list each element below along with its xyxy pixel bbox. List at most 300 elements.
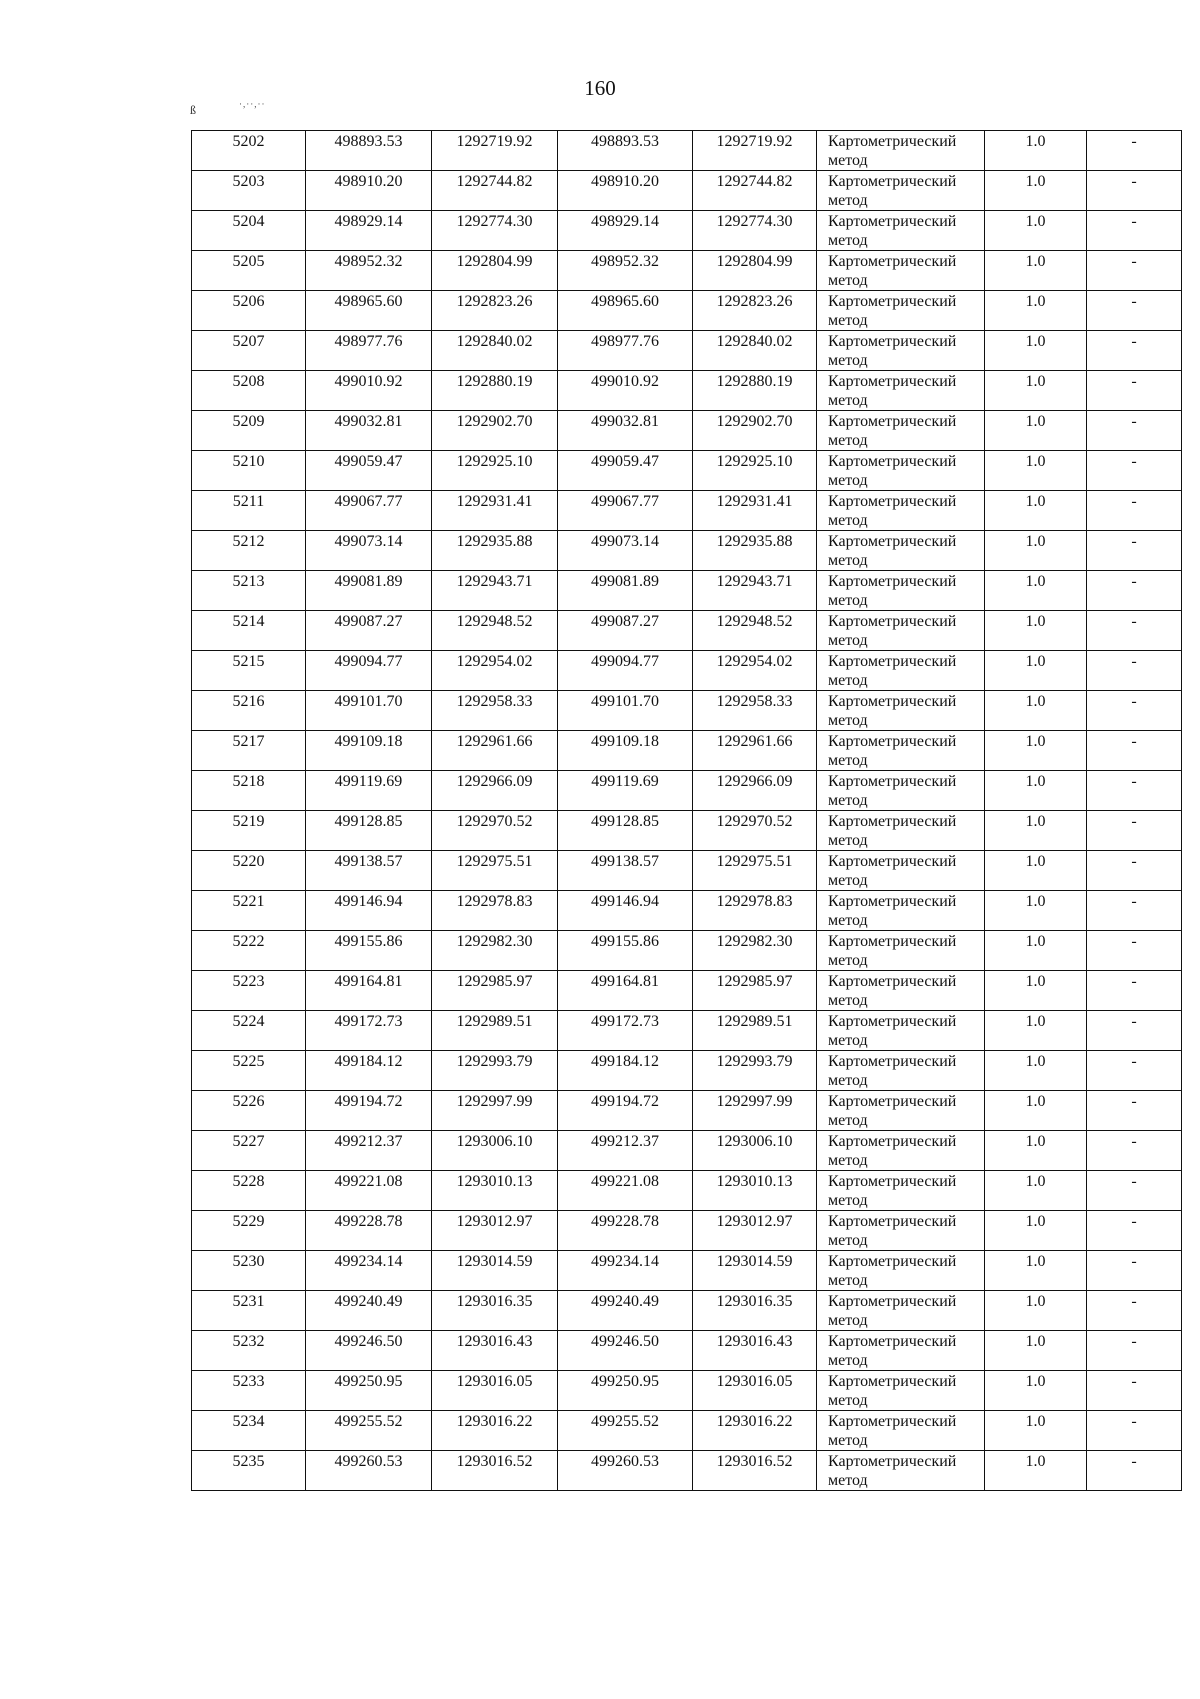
method-line-1: Картометрический — [828, 1453, 957, 1470]
y-existing-cell: 1292997.99 — [432, 1091, 558, 1131]
note-cell: - — [1087, 491, 1182, 531]
y-new-cell: 1292931.41 — [693, 491, 817, 531]
method-line-1: Картометрический — [828, 253, 957, 270]
table-row — [192, 1411, 1182, 1451]
point-number-cell: 5231 — [192, 1291, 306, 1331]
y-existing-cell: 1293016.52 — [432, 1451, 558, 1491]
y-existing-cell: 1292931.41 — [432, 491, 558, 531]
x-new-cell: 498965.60 — [558, 291, 693, 331]
y-existing-cell: 1292902.70 — [432, 411, 558, 451]
x-new-cell: 499073.14 — [558, 531, 693, 571]
y-existing-cell: 1292966.09 — [432, 771, 558, 811]
method-line-1: Картометрический — [828, 653, 957, 670]
table-row — [192, 891, 1182, 931]
x-new-cell: 499250.95 — [558, 1371, 693, 1411]
x-new-cell: 499246.50 — [558, 1331, 693, 1371]
method-line-2: метод — [828, 472, 868, 489]
accuracy-cell: 1.0 — [985, 131, 1087, 171]
method-line-2: метод — [828, 552, 868, 569]
x-new-cell: 499094.77 — [558, 651, 693, 691]
note-cell: - — [1087, 331, 1182, 371]
method-cell — [817, 171, 985, 211]
method-line-1: Картометрический — [828, 1333, 957, 1350]
y-new-cell: 1292978.83 — [693, 891, 817, 931]
note-cell: - — [1087, 531, 1182, 571]
table-row — [192, 1131, 1182, 1171]
table-row — [192, 1011, 1182, 1051]
method-line-1: Картометрический — [828, 733, 957, 750]
table-row — [192, 291, 1182, 331]
method-line-2: метод — [828, 392, 868, 409]
point-number-cell: 5206 — [192, 291, 306, 331]
note-cell: - — [1087, 611, 1182, 651]
method-cell — [817, 1411, 985, 1451]
table-row — [192, 731, 1182, 771]
y-existing-cell: 1292954.02 — [432, 651, 558, 691]
method-line-2: метод — [828, 872, 868, 889]
y-new-cell: 1293016.35 — [693, 1291, 817, 1331]
method-line-2: метод — [828, 952, 868, 969]
table-row — [192, 571, 1182, 611]
x-new-cell: 499087.27 — [558, 611, 693, 651]
note-cell: - — [1087, 371, 1182, 411]
y-existing-cell: 1293012.97 — [432, 1211, 558, 1251]
table-body — [192, 131, 1182, 1491]
y-existing-cell: 1292880.19 — [432, 371, 558, 411]
method-line-1: Картометрический — [828, 613, 957, 630]
method-cell — [817, 771, 985, 811]
point-number-cell: 5229 — [192, 1211, 306, 1251]
y-new-cell: 1293012.97 — [693, 1211, 817, 1251]
accuracy-cell: 1.0 — [985, 931, 1087, 971]
point-number-cell: 5209 — [192, 411, 306, 451]
y-existing-cell: 1292961.66 — [432, 731, 558, 771]
method-line-2: метод — [828, 1312, 868, 1329]
note-cell: - — [1087, 731, 1182, 771]
accuracy-cell: 1.0 — [985, 211, 1087, 251]
accuracy-cell: 1.0 — [985, 651, 1087, 691]
method-cell — [817, 451, 985, 491]
method-line-2: метод — [828, 632, 868, 649]
method-line-2: метод — [828, 1472, 868, 1489]
accuracy-cell: 1.0 — [985, 1211, 1087, 1251]
coordinates-table — [191, 130, 1182, 1491]
note-cell: - — [1087, 291, 1182, 331]
table-row — [192, 131, 1182, 171]
point-number-cell: 5202 — [192, 131, 306, 171]
method-line-2: метод — [828, 1392, 868, 1409]
x-new-cell: 499081.89 — [558, 571, 693, 611]
x-new-cell: 499212.37 — [558, 1131, 693, 1171]
x-existing-cell: 498977.76 — [306, 331, 432, 371]
method-line-1: Картометрический — [828, 853, 957, 870]
x-existing-cell: 499073.14 — [306, 531, 432, 571]
method-line-2: метод — [828, 432, 868, 449]
y-new-cell: 1292958.33 — [693, 691, 817, 731]
y-existing-cell: 1293016.43 — [432, 1331, 558, 1371]
y-existing-cell: 1292975.51 — [432, 851, 558, 891]
y-existing-cell: 1293010.13 — [432, 1171, 558, 1211]
x-existing-cell: 498893.53 — [306, 131, 432, 171]
note-cell: - — [1087, 771, 1182, 811]
point-number-cell: 5205 — [192, 251, 306, 291]
y-new-cell: 1292997.99 — [693, 1091, 817, 1131]
y-existing-cell: 1292744.82 — [432, 171, 558, 211]
method-line-1: Картометрический — [828, 1293, 957, 1310]
method-line-1: Картометрический — [828, 693, 957, 710]
note-cell: - — [1087, 131, 1182, 171]
method-line-2: метод — [828, 1112, 868, 1129]
x-existing-cell: 499212.37 — [306, 1131, 432, 1171]
x-existing-cell: 499255.52 — [306, 1411, 432, 1451]
x-new-cell: 499172.73 — [558, 1011, 693, 1051]
table-row — [192, 1451, 1182, 1491]
x-new-cell: 499138.57 — [558, 851, 693, 891]
y-existing-cell: 1292925.10 — [432, 451, 558, 491]
x-existing-cell: 499081.89 — [306, 571, 432, 611]
x-new-cell: 498977.76 — [558, 331, 693, 371]
x-new-cell: 499101.70 — [558, 691, 693, 731]
method-line-1: Картометрический — [828, 1413, 957, 1430]
y-new-cell: 1293016.22 — [693, 1411, 817, 1451]
x-existing-cell: 499250.95 — [306, 1371, 432, 1411]
y-existing-cell: 1292978.83 — [432, 891, 558, 931]
accuracy-cell: 1.0 — [985, 451, 1087, 491]
note-cell: - — [1087, 1171, 1182, 1211]
x-new-cell: 499059.47 — [558, 451, 693, 491]
x-existing-cell: 499164.81 — [306, 971, 432, 1011]
method-cell — [817, 1011, 985, 1051]
method-cell — [817, 131, 985, 171]
method-cell — [817, 1051, 985, 1091]
x-existing-cell: 499032.81 — [306, 411, 432, 451]
y-new-cell: 1293006.10 — [693, 1131, 817, 1171]
method-line-2: метод — [828, 352, 868, 369]
table-row — [192, 1251, 1182, 1291]
y-existing-cell: 1293016.35 — [432, 1291, 558, 1331]
y-new-cell: 1292774.30 — [693, 211, 817, 251]
x-existing-cell: 499146.94 — [306, 891, 432, 931]
method-line-2: метод — [828, 992, 868, 1009]
x-new-cell: 499109.18 — [558, 731, 693, 771]
y-new-cell: 1292935.88 — [693, 531, 817, 571]
table-row — [192, 611, 1182, 651]
method-line-2: метод — [828, 1032, 868, 1049]
method-line-1: Картометрический — [828, 773, 957, 790]
method-line-1: Картометрический — [828, 813, 957, 830]
x-existing-cell: 499221.08 — [306, 1171, 432, 1211]
x-new-cell: 499164.81 — [558, 971, 693, 1011]
note-cell: - — [1087, 931, 1182, 971]
y-existing-cell: 1293014.59 — [432, 1251, 558, 1291]
accuracy-cell: 1.0 — [985, 691, 1087, 731]
accuracy-cell: 1.0 — [985, 1331, 1087, 1371]
point-number-cell: 5220 — [192, 851, 306, 891]
table-row — [192, 811, 1182, 851]
accuracy-cell: 1.0 — [985, 491, 1087, 531]
point-number-cell: 5204 — [192, 211, 306, 251]
note-cell: - — [1087, 1331, 1182, 1371]
y-new-cell: 1292840.02 — [693, 331, 817, 371]
y-new-cell: 1292880.19 — [693, 371, 817, 411]
table-row — [192, 1371, 1182, 1411]
method-line-2: метод — [828, 1192, 868, 1209]
y-new-cell: 1292985.97 — [693, 971, 817, 1011]
point-number-cell: 5223 — [192, 971, 306, 1011]
method-line-2: метод — [828, 232, 868, 249]
x-existing-cell: 499010.92 — [306, 371, 432, 411]
x-existing-cell: 499194.72 — [306, 1091, 432, 1131]
accuracy-cell: 1.0 — [985, 1371, 1087, 1411]
method-line-2: метод — [828, 512, 868, 529]
x-new-cell: 499221.08 — [558, 1171, 693, 1211]
point-number-cell: 5203 — [192, 171, 306, 211]
method-line-1: Картометрический — [828, 413, 957, 430]
method-cell — [817, 1371, 985, 1411]
x-existing-cell: 499260.53 — [306, 1451, 432, 1491]
scan-mark-left: ß — [190, 103, 196, 117]
page-number: 160 — [584, 76, 616, 100]
note-cell: - — [1087, 1091, 1182, 1131]
y-existing-cell: 1292719.92 — [432, 131, 558, 171]
y-new-cell: 1292902.70 — [693, 411, 817, 451]
method-cell — [817, 1211, 985, 1251]
method-line-2: метод — [828, 832, 868, 849]
method-line-1: Картометрический — [828, 133, 957, 150]
note-cell: - — [1087, 1051, 1182, 1091]
method-line-2: метод — [828, 272, 868, 289]
x-new-cell: 499010.92 — [558, 371, 693, 411]
accuracy-cell: 1.0 — [985, 1091, 1087, 1131]
note-cell: - — [1087, 1011, 1182, 1051]
point-number-cell: 5215 — [192, 651, 306, 691]
method-cell — [817, 1131, 985, 1171]
x-existing-cell: 499155.86 — [306, 931, 432, 971]
method-line-1: Картометрический — [828, 973, 957, 990]
accuracy-cell: 1.0 — [985, 1291, 1087, 1331]
x-new-cell: 499146.94 — [558, 891, 693, 931]
point-number-cell: 5211 — [192, 491, 306, 531]
y-new-cell: 1292961.66 — [693, 731, 817, 771]
x-new-cell: 498929.14 — [558, 211, 693, 251]
point-number-cell: 5212 — [192, 531, 306, 571]
table-row — [192, 411, 1182, 451]
y-existing-cell: 1292823.26 — [432, 291, 558, 331]
accuracy-cell: 1.0 — [985, 251, 1087, 291]
method-line-2: метод — [828, 1152, 868, 1169]
table-row — [192, 931, 1182, 971]
method-cell — [817, 1291, 985, 1331]
method-cell — [817, 491, 985, 531]
y-new-cell: 1293010.13 — [693, 1171, 817, 1211]
note-cell: - — [1087, 1451, 1182, 1491]
x-new-cell: 498893.53 — [558, 131, 693, 171]
x-existing-cell: 499109.18 — [306, 731, 432, 771]
method-line-1: Картометрический — [828, 1013, 957, 1030]
x-new-cell: 499067.77 — [558, 491, 693, 531]
x-existing-cell: 499128.85 — [306, 811, 432, 851]
method-line-1: Картометрический — [828, 173, 957, 190]
table-row — [192, 171, 1182, 211]
method-line-1: Картометрический — [828, 573, 957, 590]
method-cell — [817, 851, 985, 891]
x-existing-cell: 499184.12 — [306, 1051, 432, 1091]
x-existing-cell: 499059.47 — [306, 451, 432, 491]
accuracy-cell: 1.0 — [985, 611, 1087, 651]
note-cell: - — [1087, 411, 1182, 451]
table-row — [192, 531, 1182, 571]
table-row — [192, 1291, 1182, 1331]
method-line-1: Картометрический — [828, 533, 957, 550]
method-line-2: метод — [828, 792, 868, 809]
accuracy-cell: 1.0 — [985, 851, 1087, 891]
method-cell — [817, 1251, 985, 1291]
x-existing-cell: 499234.14 — [306, 1251, 432, 1291]
y-existing-cell: 1292989.51 — [432, 1011, 558, 1051]
note-cell: - — [1087, 1211, 1182, 1251]
table-row — [192, 1211, 1182, 1251]
method-line-2: метод — [828, 1432, 868, 1449]
point-number-cell: 5225 — [192, 1051, 306, 1091]
y-existing-cell: 1293006.10 — [432, 1131, 558, 1171]
method-line-1: Картометрический — [828, 1133, 957, 1150]
x-existing-cell: 499101.70 — [306, 691, 432, 731]
method-line-2: метод — [828, 1352, 868, 1369]
method-cell — [817, 651, 985, 691]
accuracy-cell: 1.0 — [985, 811, 1087, 851]
x-new-cell: 499260.53 — [558, 1451, 693, 1491]
y-new-cell: 1292744.82 — [693, 171, 817, 211]
method-cell — [817, 1331, 985, 1371]
accuracy-cell: 1.0 — [985, 1251, 1087, 1291]
point-number-cell: 5232 — [192, 1331, 306, 1371]
table-row — [192, 1091, 1182, 1131]
method-line-2: метод — [828, 592, 868, 609]
table-row — [192, 771, 1182, 811]
method-cell — [817, 1171, 985, 1211]
y-new-cell: 1293016.43 — [693, 1331, 817, 1371]
method-line-2: метод — [828, 752, 868, 769]
table-row — [192, 651, 1182, 691]
point-number-cell: 5226 — [192, 1091, 306, 1131]
note-cell: - — [1087, 1251, 1182, 1291]
method-cell — [817, 971, 985, 1011]
method-cell — [817, 531, 985, 571]
note-cell: - — [1087, 251, 1182, 291]
table-row — [192, 251, 1182, 291]
x-new-cell: 499194.72 — [558, 1091, 693, 1131]
x-existing-cell: 498965.60 — [306, 291, 432, 331]
method-line-1: Картометрический — [828, 1093, 957, 1110]
point-number-cell: 5217 — [192, 731, 306, 771]
y-existing-cell: 1292993.79 — [432, 1051, 558, 1091]
method-cell — [817, 811, 985, 851]
method-cell — [817, 571, 985, 611]
x-new-cell: 499032.81 — [558, 411, 693, 451]
note-cell: - — [1087, 1131, 1182, 1171]
y-existing-cell: 1292985.97 — [432, 971, 558, 1011]
y-existing-cell: 1292840.02 — [432, 331, 558, 371]
x-existing-cell: 499067.77 — [306, 491, 432, 531]
accuracy-cell: 1.0 — [985, 171, 1087, 211]
note-cell: - — [1087, 691, 1182, 731]
scan-mark: ·,··,·· — [239, 99, 266, 109]
y-existing-cell: 1292982.30 — [432, 931, 558, 971]
method-line-1: Картометрический — [828, 1373, 957, 1390]
method-line-1: Картометрический — [828, 213, 957, 230]
y-existing-cell: 1292958.33 — [432, 691, 558, 731]
point-number-cell: 5218 — [192, 771, 306, 811]
point-number-cell: 5214 — [192, 611, 306, 651]
method-line-2: метод — [828, 312, 868, 329]
point-number-cell: 5221 — [192, 891, 306, 931]
accuracy-cell: 1.0 — [985, 1011, 1087, 1051]
note-cell: - — [1087, 571, 1182, 611]
table-row — [192, 211, 1182, 251]
y-new-cell: 1292993.79 — [693, 1051, 817, 1091]
accuracy-cell: 1.0 — [985, 571, 1087, 611]
y-existing-cell: 1292804.99 — [432, 251, 558, 291]
note-cell: - — [1087, 851, 1182, 891]
x-new-cell: 499255.52 — [558, 1411, 693, 1451]
x-existing-cell: 498929.14 — [306, 211, 432, 251]
y-new-cell: 1292966.09 — [693, 771, 817, 811]
method-line-1: Картометрический — [828, 1173, 957, 1190]
accuracy-cell: 1.0 — [985, 291, 1087, 331]
table-row — [192, 371, 1182, 411]
note-cell: - — [1087, 171, 1182, 211]
method-cell — [817, 691, 985, 731]
y-existing-cell: 1292948.52 — [432, 611, 558, 651]
method-cell — [817, 371, 985, 411]
method-line-2: метод — [828, 1272, 868, 1289]
accuracy-cell: 1.0 — [985, 411, 1087, 451]
note-cell: - — [1087, 451, 1182, 491]
point-number-cell: 5233 — [192, 1371, 306, 1411]
table-row — [192, 971, 1182, 1011]
method-line-2: метод — [828, 672, 868, 689]
point-number-cell: 5230 — [192, 1251, 306, 1291]
method-line-1: Картометрический — [828, 373, 957, 390]
accuracy-cell: 1.0 — [985, 371, 1087, 411]
accuracy-cell: 1.0 — [985, 731, 1087, 771]
table-row — [192, 1331, 1182, 1371]
accuracy-cell: 1.0 — [985, 771, 1087, 811]
x-new-cell: 499119.69 — [558, 771, 693, 811]
y-new-cell: 1293016.05 — [693, 1371, 817, 1411]
method-cell — [817, 411, 985, 451]
note-cell: - — [1087, 1411, 1182, 1451]
note-cell: - — [1087, 1371, 1182, 1411]
x-existing-cell: 499240.49 — [306, 1291, 432, 1331]
method-line-2: метод — [828, 1072, 868, 1089]
point-number-cell: 5234 — [192, 1411, 306, 1451]
method-cell — [817, 891, 985, 931]
x-new-cell: 499155.86 — [558, 931, 693, 971]
point-number-cell: 5216 — [192, 691, 306, 731]
y-new-cell: 1292989.51 — [693, 1011, 817, 1051]
method-line-2: метод — [828, 192, 868, 209]
point-number-cell: 5219 — [192, 811, 306, 851]
y-existing-cell: 1292970.52 — [432, 811, 558, 851]
table-row — [192, 1171, 1182, 1211]
method-cell — [817, 731, 985, 771]
method-cell — [817, 1091, 985, 1131]
table-row — [192, 491, 1182, 531]
method-line-2: метод — [828, 912, 868, 929]
note-cell: - — [1087, 211, 1182, 251]
table-row — [192, 451, 1182, 491]
